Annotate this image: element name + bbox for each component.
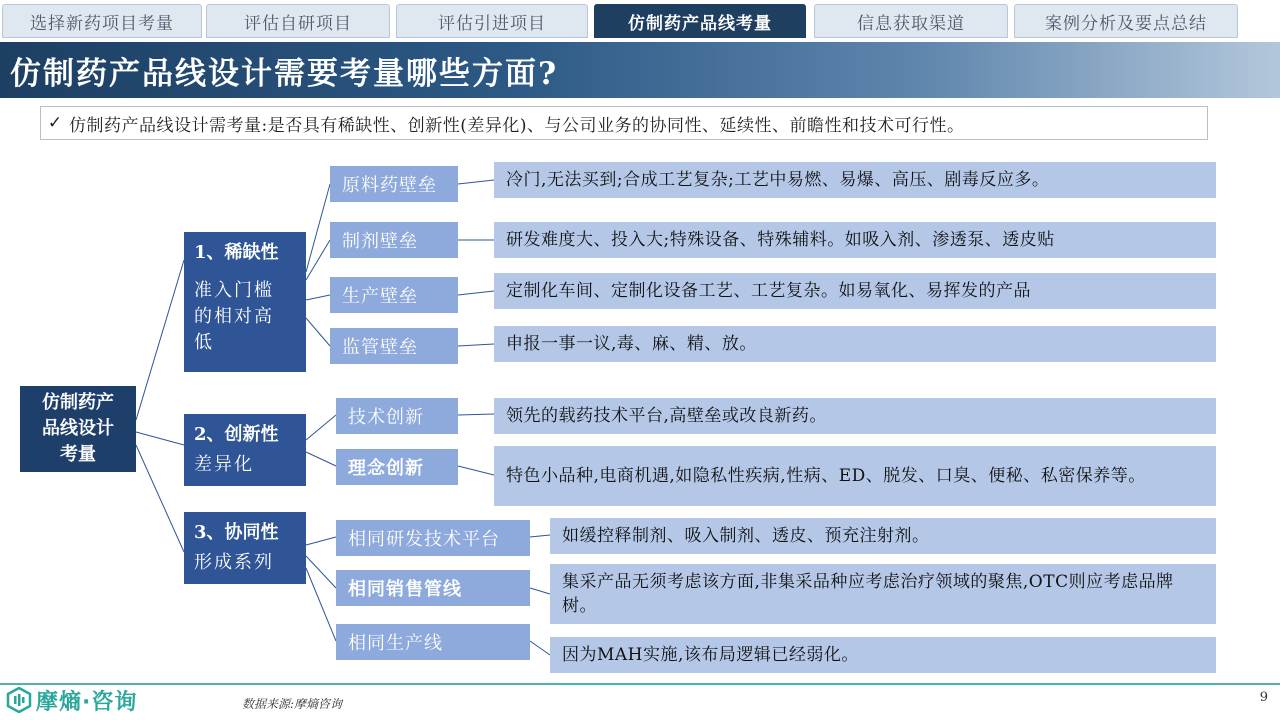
desc-regulatory-barrier: 申报一事一议,毒、麻、精、放。	[494, 326, 1216, 362]
tab-case-analysis[interactable]: 案例分析及要点总结	[1014, 4, 1238, 38]
sub-same-sales-pipeline: 相同销售管线	[336, 570, 530, 606]
brand-logo	[6, 684, 137, 716]
category-sub: 低	[194, 332, 214, 353]
tab-new-drug[interactable]: 选择新药项目考量	[2, 4, 202, 38]
sub-concept-innovation: 理念创新	[336, 449, 458, 485]
tab-introduction[interactable]: 评估引进项目	[396, 4, 588, 38]
desc-concept-innovation: 特色小品种,电商机遇,如隐私性疾病,性病、ED、脱发、口臭、便秘、私密保养等。	[494, 446, 1216, 506]
category-title: 1、稀缺性	[194, 242, 279, 263]
tab-generic-pipeline[interactable]: 仿制药产品线考量	[594, 4, 806, 38]
page-number: 9	[1259, 690, 1268, 705]
tab-info-channels[interactable]: 信息获取渠道	[814, 4, 1008, 38]
root-line-1: 仿制药产	[42, 392, 114, 413]
data-source: 数据来源:摩熵咨询	[242, 697, 343, 711]
page-title: 仿制药产品线设计需要考量哪些方面?	[10, 56, 559, 92]
root-node	[20, 386, 136, 472]
footer-divider	[0, 683, 1280, 685]
category-title: 2、创新性	[194, 424, 279, 445]
sub-production-barrier: 生产壁垒	[330, 277, 458, 313]
category-sub: 的相对高	[194, 306, 274, 327]
tab-self-research[interactable]: 评估自研项目	[206, 4, 390, 38]
summary-text: 仿制药产品线设计需考量:是否具有稀缺性、创新性(差异化)、与公司业务的协同性、延续性、前瞻性和技术可行性。	[69, 115, 965, 136]
sub-same-rd-platform: 相同研发技术平台	[336, 520, 530, 556]
root-line-3: 考量	[60, 444, 96, 465]
brand-logo-text: 摩熵·咨询	[36, 689, 138, 715]
desc-same-rd-platform: 如缓控释制剂、吸入制剂、透皮、预充注射剂。	[550, 518, 1216, 554]
check-icon: ✓	[47, 113, 63, 133]
category-title: 3、协同性	[194, 522, 279, 543]
category-synergy	[184, 512, 306, 584]
category-innovation	[184, 414, 306, 486]
sub-tech-innovation: 技术创新	[336, 398, 458, 434]
sub-formulation-barrier: 制剂壁垒	[330, 222, 458, 258]
category-sub: 准入门槛	[194, 280, 274, 301]
root-line-2: 品线设计	[42, 418, 114, 439]
desc-api-barrier: 冷门,无法买到;合成工艺复杂;工艺中易燃、易爆、高压、剧毒反应多。	[494, 162, 1216, 198]
desc-same-sales-pipeline: 集采产品无须考虑该方面,非集采品种应考虑治疗领域的聚焦,OTC则应考虑品牌树。	[550, 564, 1216, 624]
category-scarcity	[184, 232, 306, 372]
brand-logo-icon	[6, 687, 32, 713]
sub-api-barrier: 原料药壁垒	[330, 166, 458, 202]
sub-regulatory-barrier: 监管壁垒	[330, 328, 458, 364]
desc-same-production-line: 因为MAH实施,该布局逻辑已经弱化。	[550, 637, 1216, 673]
desc-tech-innovation: 领先的载药技术平台,高壁垒或改良新药。	[494, 398, 1216, 434]
category-sub: 形成系列	[194, 552, 274, 573]
desc-formulation-barrier: 研发难度大、投入大;特殊设备、特殊辅料。如吸入剂、渗透泵、透皮贴	[494, 222, 1216, 258]
sub-same-production-line: 相同生产线	[336, 624, 530, 660]
category-sub: 差异化	[194, 454, 254, 475]
desc-production-barrier: 定制化车间、定制化设备工艺、工艺复杂。如易氧化、易挥发的产品	[494, 273, 1216, 309]
